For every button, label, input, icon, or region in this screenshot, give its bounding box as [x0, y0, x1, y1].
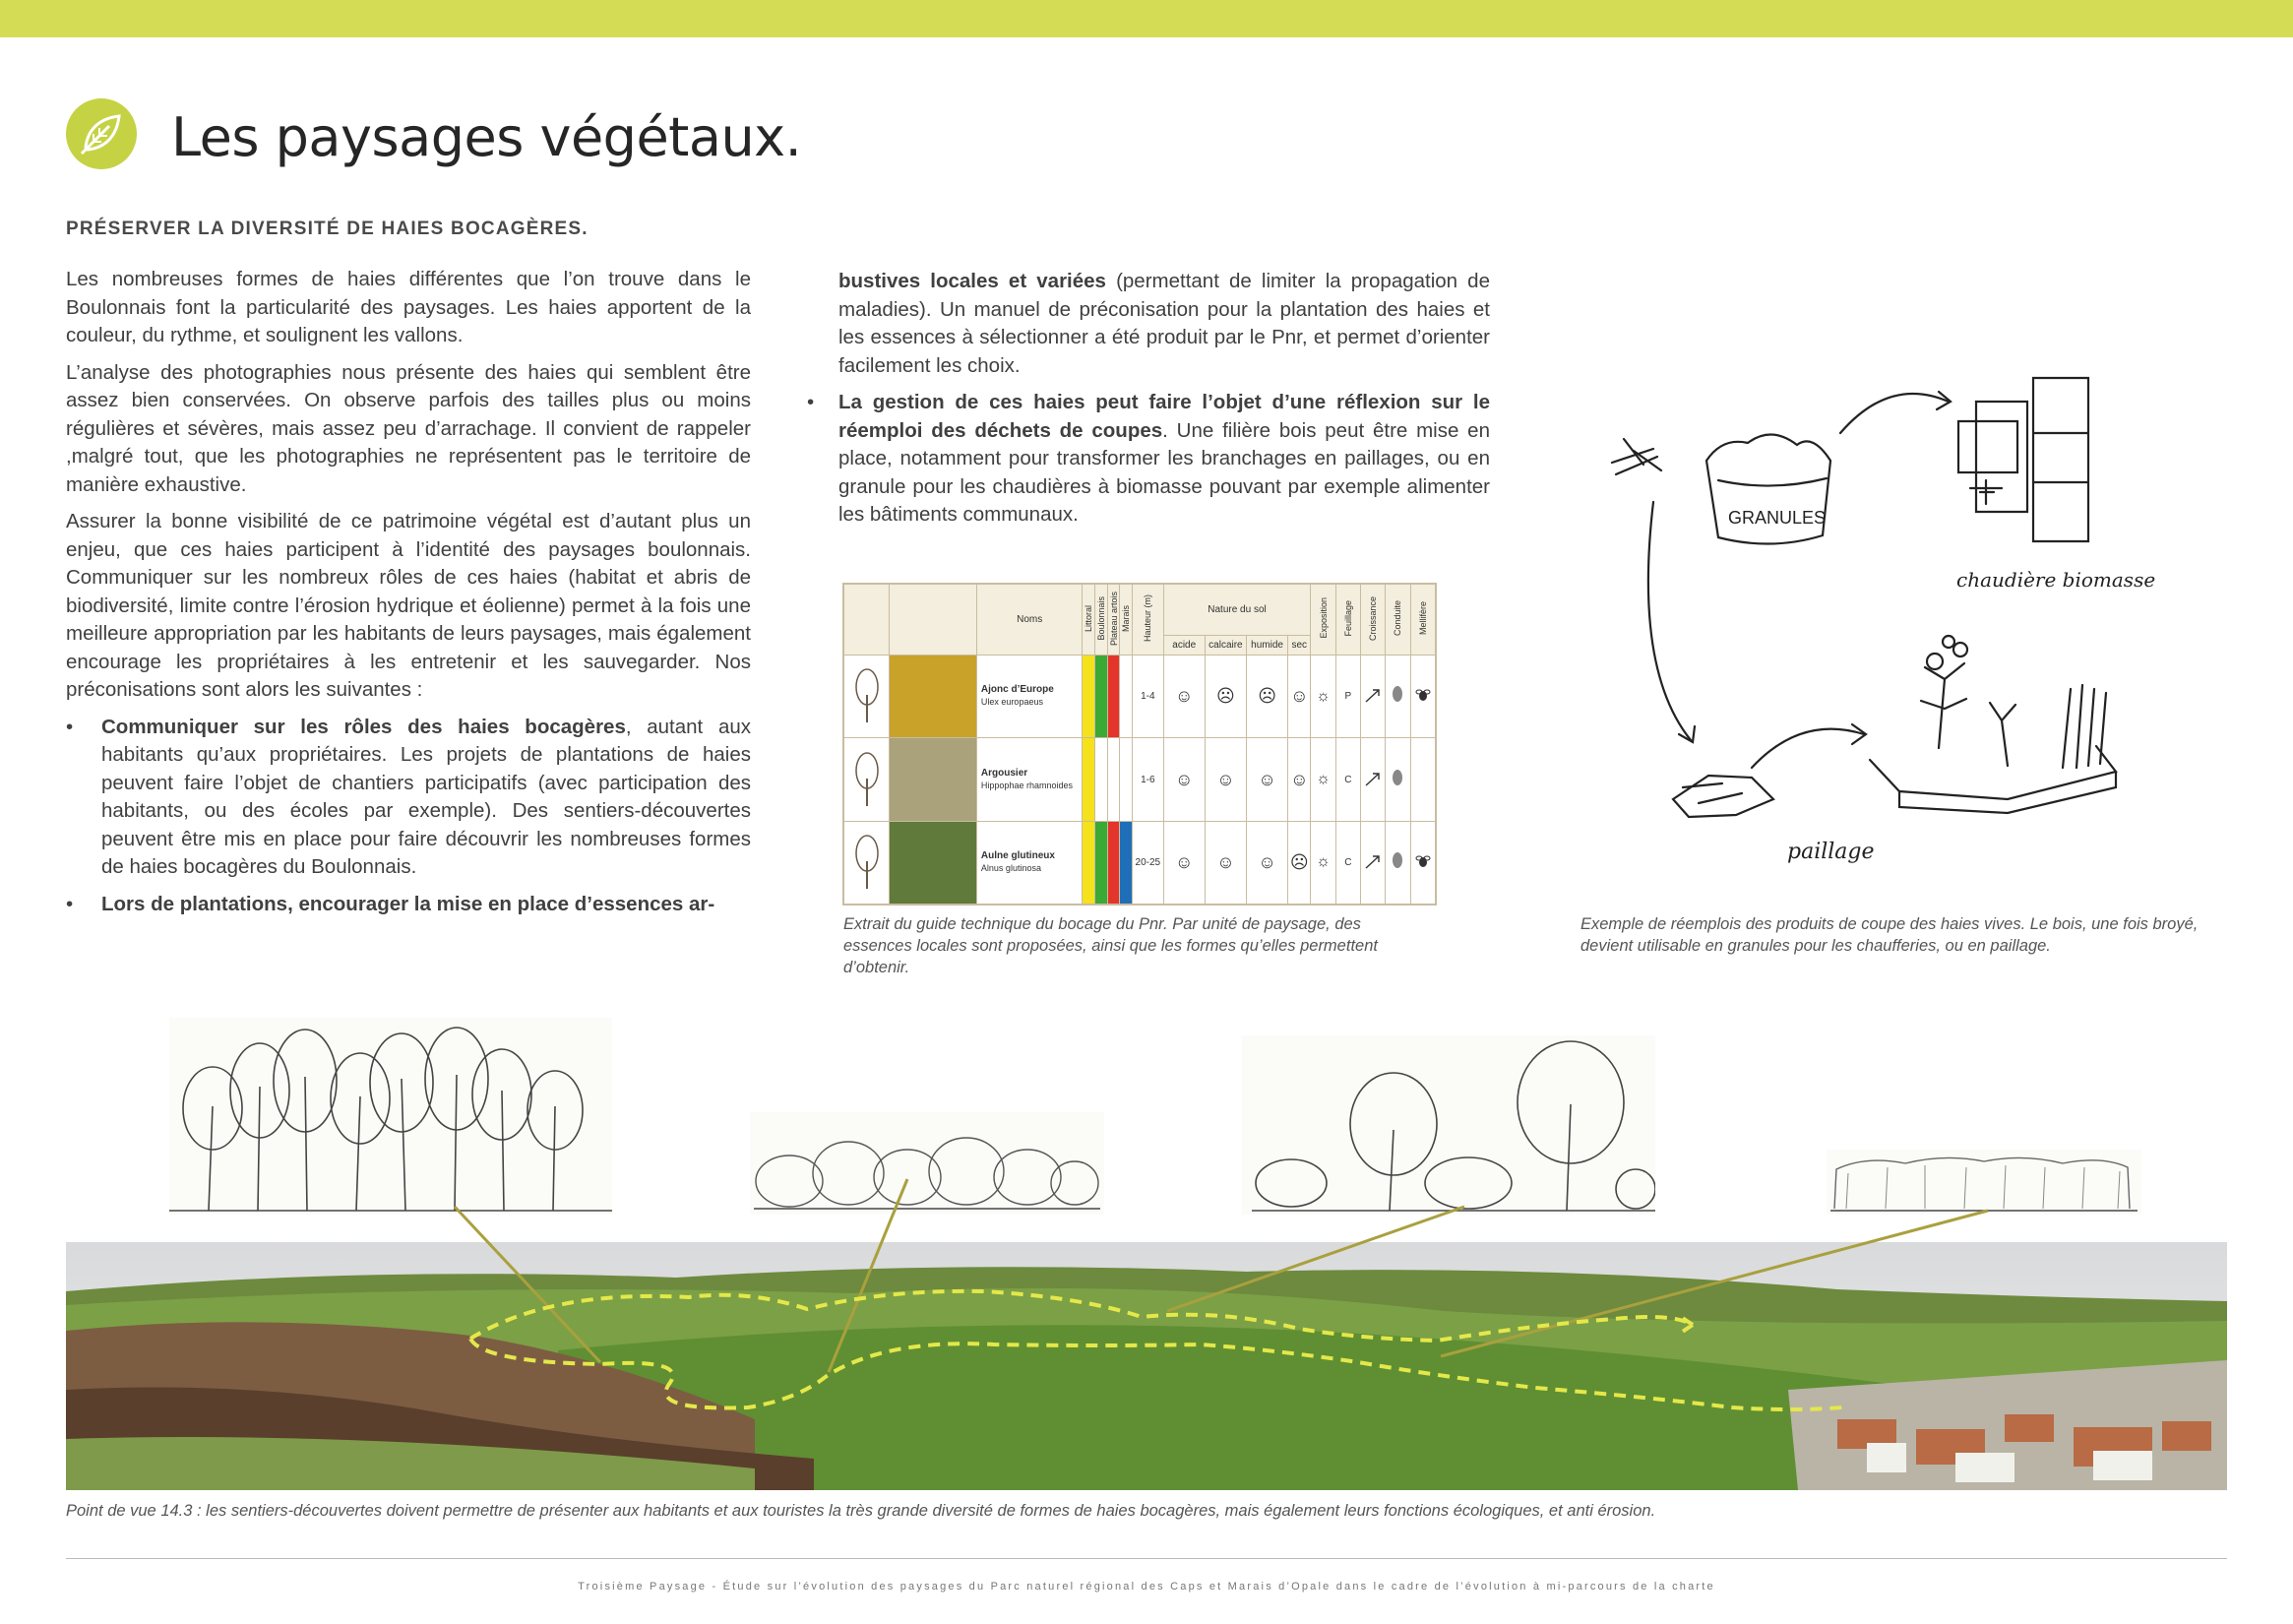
zone-color-cell [1107, 656, 1120, 738]
bullet-glyph: • [66, 892, 74, 915]
zone-color-cell [1083, 738, 1095, 821]
soil-rating-icon: ☹ [1246, 656, 1287, 738]
soil-rating-icon: ☺ [1246, 738, 1287, 821]
soil-rating-icon: ☹ [1205, 656, 1246, 738]
height-cell: 1-4 [1133, 656, 1164, 738]
zone-color-cell [1095, 738, 1108, 821]
header-croissance: Croissance [1368, 595, 1379, 641]
section-heading: PRÉSERVER LA DIVERSITÉ DE HAIES BOCAGÈRES. [66, 219, 589, 239]
tree-silhouette-icon [844, 738, 890, 821]
guide-table [843, 584, 1436, 905]
pruning-shape-icon [1386, 738, 1410, 821]
foliage-cell: P [1335, 656, 1360, 738]
bullet-title: Lors de plantations, encourager la mise en place d’essences ar- [101, 892, 715, 915]
pruning-shape-icon [1386, 656, 1410, 738]
species-name-cell [976, 821, 1083, 904]
branches-icon [1612, 439, 1661, 474]
mulch-pile-icon [1673, 776, 1773, 817]
height-cell: 20-25 [1133, 821, 1164, 904]
zone-color-cell [1095, 821, 1108, 904]
table-body [844, 656, 1436, 905]
species-photo [890, 738, 977, 821]
species-photo [890, 656, 977, 738]
species-name: Aulne glutineux [980, 849, 1055, 861]
growth-arrow-icon [1360, 821, 1385, 904]
bullet-glyph: • [807, 391, 815, 413]
soil-rating-icon: ☺ [1163, 738, 1205, 821]
species-name: Argousier [980, 767, 1028, 779]
bullet-title: Communiquer sur les rôles des haies bocagères [101, 715, 626, 738]
paragraph-intro: Les nombreuses formes de haies différentes que l’on trouve dans le Boulonnais font la particularité des paysages. Les haies apportent de la couleur, du rythme, et soulignent les vallons. [66, 268, 751, 346]
pruning-shape-icon [1386, 821, 1410, 904]
bullet-title: bustives locales et variées [838, 270, 1106, 292]
soil-rating-icon: ☺ [1205, 821, 1246, 904]
reuse-sketch [1604, 354, 2155, 886]
soil-rating-icon: ☺ [1288, 656, 1311, 738]
guide-table-figure [842, 583, 1437, 906]
zone-color-cell [1107, 821, 1120, 904]
list-item [66, 891, 751, 919]
zone-color-cell [1083, 821, 1095, 904]
species-latin-name: Alnus glutinosa [980, 862, 1041, 873]
arrow-icon [1840, 394, 1949, 433]
exposure-icon: ☼ [1311, 738, 1335, 821]
footer-divider [66, 1558, 2227, 1559]
footer-text: Troisième Paysage - Étude sur l’évolution des paysages du Parc naturel régional des Caps et Marais d’Opale dans le cadre de l’évolution à mi-parcours de la charte [578, 1581, 1715, 1593]
header-calcaire: calcaire [1205, 636, 1246, 656]
header-nature-sol: Nature du sol [1163, 585, 1311, 636]
header-marais: Marais [1121, 604, 1132, 632]
text-column-left [66, 266, 751, 927]
soil-rating-icon: ☺ [1246, 821, 1287, 904]
soil-rating-icon: ☺ [1288, 738, 1311, 821]
bullet-title: La gestion de ces haies peut faire l’objet d’une réflexion sur le réemploi des déchets de coupes [838, 391, 1490, 442]
header-boulonnais: Boulonnais [1095, 595, 1106, 641]
garden-bed-icon [1870, 746, 2116, 813]
arrow-icon [1752, 729, 1864, 768]
hedge-sketch-shrubs [750, 1112, 1104, 1215]
paragraph-visibility: Assurer la bonne visibilité de ce patrimoine végétal est d’autant plus un enjeu, que ces haies participent à l’identité des paysages boulonnais. Communiquer sur les nombreux rôles de ces haies (habitat et abris de biodiversité, limite contre l’érosion hydrique et éolienne) permet à la fois une meilleure appropriation par les habitants de leurs paysages, mais également encourage les propriétaires à les entretenir et les sauvegarder. Nos préconisations sont alors les suivantes : [66, 510, 751, 701]
zone-color-cell [1083, 656, 1095, 738]
tree-silhouette-icon [844, 821, 890, 904]
soil-rating-icon: ☺ [1205, 738, 1246, 821]
exposure-icon: ☼ [1311, 656, 1335, 738]
header-plateau: Plateau artois [1108, 591, 1119, 646]
header-feuillage: Feuillage [1342, 599, 1353, 637]
header-hauteur: Hauteur (m) [1143, 594, 1153, 643]
zone-color-cell [1120, 738, 1133, 821]
list-item [807, 389, 1490, 530]
header-exposition: Exposition [1318, 597, 1329, 639]
paillage-label: paillage [1787, 840, 1875, 864]
species-name-cell [976, 738, 1083, 821]
hedge-sketch-mixed [1242, 1035, 1655, 1215]
exposure-icon: ☼ [1311, 821, 1335, 904]
page-title: Les paysages végétaux. [171, 106, 802, 168]
species-latin-name: Hippophae rhamnoides [980, 780, 1073, 790]
paragraph-analysis: L’analyse des photographies nous présente des haies qui semblent être assez bien conservées. On observe parfois des tailles plus ou moins régulières et sévères, mais assez peu d’arrachage. Il convient de rappeler ,malgré tout, que les photographies ne représentent pas le territoire de manière exhaustive. [66, 360, 751, 496]
growth-arrow-icon [1360, 738, 1385, 821]
panorama-caption: Point de vue 14.3 : les sentiers-découvertes doivent permettre de présenter aux habitants et aux touristes la très grande diversité de formes de haies bocagères, mais également leurs fonctions écologiques, et anti érosion. [66, 1502, 1656, 1520]
boiler-icon [1958, 378, 2088, 541]
foliage-cell: C [1335, 738, 1360, 821]
height-cell: 1-6 [1133, 738, 1164, 821]
soil-rating-icon: ☺ [1163, 821, 1205, 904]
list-item [66, 714, 751, 882]
foliage-cell: C [1335, 821, 1360, 904]
bullet-glyph: • [66, 715, 74, 738]
leaf-icon [66, 98, 137, 169]
header-acide: acide [1163, 636, 1205, 656]
honey-bee-icon [1410, 656, 1435, 738]
bullet-text: , autant aux habitants qu’aux propriétaires. Les projets de plantations de haies peuvent faire l’objet de chantiers participatifs (avec participation des habitants, ou des écoles par exemple). Des sentiers-découvertes peuvent être mis en place pour faire découvrir les nombreuses formes de haies bocagères du Boulonnais. [101, 715, 752, 878]
zone-color-cell [1120, 821, 1133, 904]
header-noms: Noms [976, 585, 1083, 656]
header-humide: humide [1246, 636, 1287, 656]
reuse-caption: Exemple de réemplois des produits de coupe des haies vives. Le bois, une fois broyé, devient utilisable en granules pour les chaufferies, ou en paillage. [1580, 915, 2199, 955]
bullet-text: . Une filière bois peut être mise en place, notamment pour transformer les branchages en paillages, ou en granule pour les chaudières à biomasse pouvant par exemple alimenter les bâtiments communaux. [838, 418, 1490, 526]
header-littoral: Littoral [1084, 604, 1094, 632]
header-sec: sec [1288, 636, 1311, 656]
table-row [844, 738, 1436, 821]
honey-bee-icon [1410, 821, 1435, 904]
species-name: Ajonc d’Europe [980, 684, 1054, 696]
hedge-sketch-trimmed [1827, 1150, 2141, 1215]
table-caption: Extrait du guide technique du bocage du Pnr. Par unité de paysage, des essences locales sont proposées, ainsi que les formes qu’elles permettent d’obtenir. [843, 915, 1378, 976]
tree-silhouette-icon [844, 656, 890, 738]
species-latin-name: Ulex europaeus [980, 697, 1043, 708]
species-name-cell [976, 656, 1083, 738]
arrow-icon [1648, 502, 1691, 740]
growth-arrow-icon [1360, 656, 1385, 738]
text-column-middle [807, 268, 1490, 538]
chaudiere-label: chaudière biomasse [1956, 568, 2155, 592]
header-mellifere: Mellifère [1417, 601, 1428, 636]
bullet-text: (permettant de limiter la propagation de maladies). Un manuel de préconisation pour la plantation des haies et les essences à sélectionner a été produit par le Pnr, et permet d’orienter facilement les choix. [838, 270, 1490, 377]
zone-color-cell [1107, 738, 1120, 821]
header-conduite: Conduite [1393, 600, 1403, 637]
soil-rating-icon: ☹ [1288, 821, 1311, 904]
species-photo [890, 821, 977, 904]
honey-bee-icon [1410, 738, 1435, 821]
granules-label: GRANULES [1728, 508, 1827, 528]
bullet-continuation [819, 268, 1490, 380]
soil-rating-icon: ☺ [1163, 656, 1205, 738]
table-row [844, 656, 1436, 738]
zone-color-cell [1095, 656, 1108, 738]
table-row [844, 821, 1436, 904]
top-accent-band [0, 0, 2293, 37]
panorama-photo [66, 1242, 2227, 1490]
zone-color-cell [1120, 656, 1133, 738]
table-header-row [844, 585, 1436, 636]
hedge-sketch-tall-trees [169, 1018, 612, 1215]
